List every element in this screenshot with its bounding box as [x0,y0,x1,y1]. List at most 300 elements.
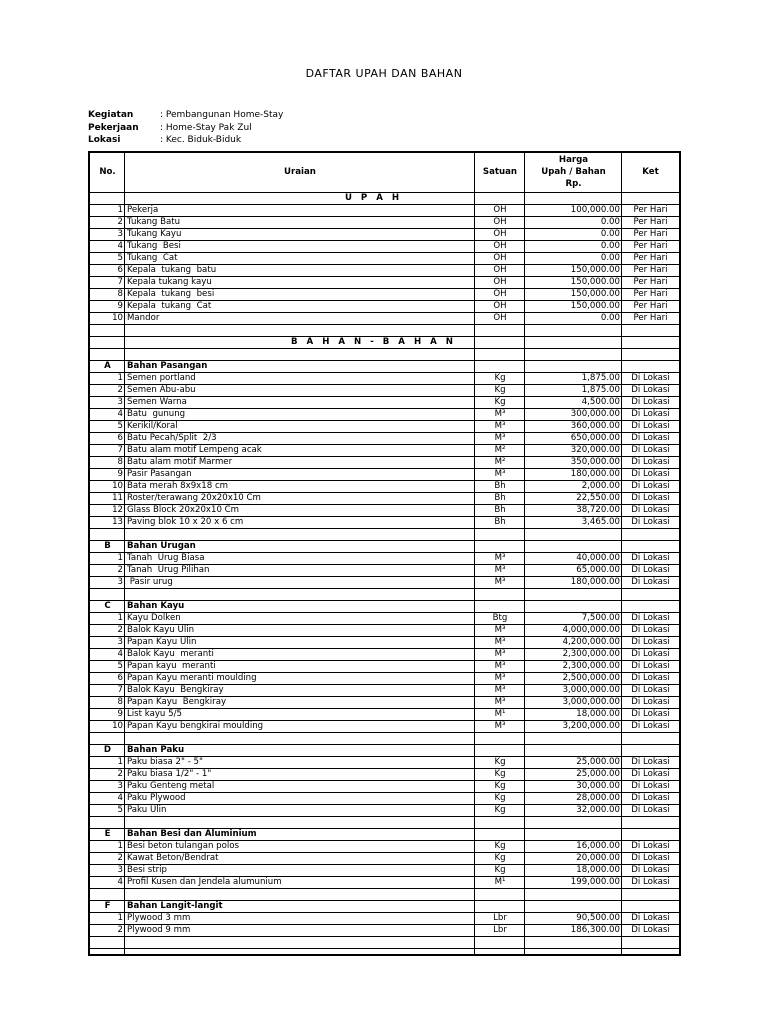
upah-section-row [90,192,679,204]
item-satuan: OH [475,252,525,264]
table-row [90,624,679,636]
item-harga: 2,500,000.00 [525,672,622,684]
empty-cell [475,324,525,336]
item-ket: Di Lokasi [622,396,679,408]
item-harga: 186,300.00 [525,924,622,936]
item-no: 8 [90,696,125,708]
item-satuan: M³ [475,684,525,696]
item-satuan: Kg [475,372,525,384]
empty-cell [525,888,622,900]
item-harga: 0.00 [525,312,622,324]
table-row [90,276,679,288]
item-harga: 350,000.00 [525,456,622,468]
group-label: Bahan Pasangan [125,360,475,372]
blank-row [90,588,679,600]
header-satuan: Satuan [475,153,525,192]
item-no: 9 [90,468,125,480]
item-no: 1 [90,552,125,564]
meta-value: : Home-Stay Pak Zul [160,122,252,133]
item-ket: Di Lokasi [622,456,679,468]
item-no: 2 [90,624,125,636]
item-harga: 150,000.00 [525,264,622,276]
item-harga: 3,000,000.00 [525,684,622,696]
item-no: 13 [90,516,125,528]
item-no: 4 [90,876,125,888]
table-row [90,264,679,276]
empty-cell [475,528,525,540]
item-ket: Per Hari [622,312,679,324]
item-ket: Di Lokasi [622,660,679,672]
empty-cell [90,732,125,744]
group-label: Bahan Langit-langit [125,900,475,912]
item-satuan: Lbr [475,924,525,936]
item-satuan: Kg [475,804,525,816]
item-satuan: M³ [475,660,525,672]
item-satuan: OH [475,276,525,288]
table-row [90,636,679,648]
item-uraian: Plywood 3 mm [125,912,475,924]
table-row [90,780,679,792]
section-title: U P A H [125,192,622,204]
item-uraian: Tanah Urug Biasa [125,552,475,564]
empty-cell [125,588,475,600]
empty-cell [622,324,679,336]
section-title: B A H A N - B A H A N [125,336,622,348]
empty-cell [525,936,622,948]
empty-cell [525,324,622,336]
empty-cell [622,936,679,948]
table-row [90,864,679,876]
blank-row [90,324,679,336]
item-harga: 4,200,000.00 [525,636,622,648]
header-uraian: Uraian [125,153,475,192]
group-label: Bahan Paku [125,744,475,756]
item-ket: Di Lokasi [622,864,679,876]
empty-cell [525,540,622,552]
empty-cell [475,888,525,900]
item-satuan: OH [475,312,525,324]
item-harga: 360,000.00 [525,420,622,432]
item-harga: 199,000.00 [525,876,622,888]
item-satuan: OH [475,240,525,252]
item-harga: 90,500.00 [525,912,622,924]
item-ket: Di Lokasi [622,516,679,528]
item-ket: Di Lokasi [622,648,679,660]
item-ket: Di Lokasi [622,708,679,720]
item-uraian: Mandor [125,312,475,324]
blank-row [90,888,679,900]
group-header-row [90,744,679,756]
table-row [90,516,679,528]
item-satuan: M¹ [475,708,525,720]
item-no: 9 [90,300,125,312]
empty-cell [475,828,525,840]
empty-cell [90,324,125,336]
item-uraian: Paku biasa 2" - 5" [125,756,475,768]
table-row [90,372,679,384]
item-ket: Di Lokasi [622,852,679,864]
item-harga: 150,000.00 [525,288,622,300]
item-satuan: M³ [475,636,525,648]
item-uraian: List kayu 5/5 [125,708,475,720]
item-uraian: Pasir urug [125,576,475,588]
item-ket: Di Lokasi [622,636,679,648]
meta-value: : Pembangunan Home-Stay [160,110,284,120]
empty-cell [475,744,525,756]
empty-cell [622,360,679,372]
table-row [90,456,679,468]
item-satuan: M² [475,456,525,468]
item-satuan: Bh [475,504,525,516]
item-harga: 0.00 [525,216,622,228]
item-harga: 650,000.00 [525,432,622,444]
item-harga: 7,500.00 [525,612,622,624]
blank-row [90,528,679,540]
item-ket: Di Lokasi [622,468,679,480]
item-satuan: OH [475,288,525,300]
item-ket: Di Lokasi [622,564,679,576]
empty-cell [525,828,622,840]
item-harga: 38,720.00 [525,504,622,516]
item-no: 1 [90,912,125,924]
item-uraian: Tukang Besi [125,240,475,252]
header-harga-line3: Rp. [565,179,582,190]
empty-cell [622,192,679,204]
item-no: 2 [90,384,125,396]
item-harga: 0.00 [525,240,622,252]
item-satuan: M³ [475,696,525,708]
header-harga-line2: Upah / Bahan [541,167,606,178]
item-satuan: M² [475,444,525,456]
item-ket: Per Hari [622,228,679,240]
item-ket: Per Hari [622,240,679,252]
item-uraian: Pasir Pasangan [125,468,475,480]
item-ket: Di Lokasi [622,552,679,564]
item-uraian: Tukang Batu [125,216,475,228]
empty-cell [90,192,125,204]
meta-lokasi [88,134,283,147]
item-ket: Di Lokasi [622,624,679,636]
item-satuan: M³ [475,624,525,636]
empty-cell [525,600,622,612]
item-uraian: Besi beton tulangan polos [125,840,475,852]
empty-cell [125,324,475,336]
item-no: 7 [90,276,125,288]
item-no: 4 [90,240,125,252]
table-row [90,504,679,516]
item-uraian: Kepala tukang Cat [125,300,475,312]
item-satuan: M³ [475,648,525,660]
item-satuan: M³ [475,552,525,564]
empty-cell [525,900,622,912]
table-row [90,708,679,720]
table-row [90,432,679,444]
group-header-row [90,360,679,372]
item-uraian: Batu alam motif Marmer [125,456,475,468]
item-no: 3 [90,780,125,792]
item-uraian: Kepala tukang batu [125,264,475,276]
item-ket: Di Lokasi [622,696,679,708]
item-no: 3 [90,636,125,648]
empty-cell [622,888,679,900]
table-row [90,612,679,624]
item-harga: 0.00 [525,252,622,264]
item-satuan: Btg [475,612,525,624]
item-harga: 30,000.00 [525,780,622,792]
item-uraian: Plywood 9 mm [125,924,475,936]
item-no: 1 [90,612,125,624]
item-uraian: Kawat Beton/Bendrat [125,852,475,864]
item-ket: Per Hari [622,204,679,216]
item-uraian: Batu Pecah/Split 2/3 [125,432,475,444]
group-letter: F [90,900,125,912]
item-harga: 3,000,000.00 [525,696,622,708]
item-satuan: M³ [475,576,525,588]
item-no: 2 [90,924,125,936]
item-uraian: Profil Kusen dan Jendela alumunium [125,876,475,888]
empty-cell [525,816,622,828]
item-ket: Di Lokasi [622,684,679,696]
table-row [90,552,679,564]
item-ket: Di Lokasi [622,840,679,852]
group-letter: E [90,828,125,840]
item-no: 12 [90,504,125,516]
item-uraian: Balok Kayu Bengkiray [125,684,475,696]
empty-cell [125,888,475,900]
empty-cell [525,732,622,744]
item-harga: 25,000.00 [525,756,622,768]
item-ket: Di Lokasi [622,924,679,936]
group-header-row [90,600,679,612]
header-no: No. [90,153,125,192]
item-uraian: Papan Kayu bengkirai moulding [125,720,475,732]
item-satuan: M³ [475,672,525,684]
group-letter: C [90,600,125,612]
empty-cell [90,936,125,948]
item-no: 6 [90,672,125,684]
table-row [90,648,679,660]
item-harga: 2,300,000.00 [525,648,622,660]
blank-row [90,936,679,948]
empty-cell [475,540,525,552]
item-no: 8 [90,456,125,468]
price-table [90,153,679,949]
item-satuan: Kg [475,864,525,876]
project-info [88,109,283,147]
table-row [90,768,679,780]
table-row [90,684,679,696]
table-row [90,720,679,732]
item-uraian: Semen portland [125,372,475,384]
item-ket: Di Lokasi [622,768,679,780]
item-uraian: Semen Abu-abu [125,384,475,396]
table-row [90,480,679,492]
item-uraian: Kepala tukang besi [125,288,475,300]
item-uraian: Paving blok 10 x 20 x 6 cm [125,516,475,528]
item-uraian: Kayu Dolken [125,612,475,624]
item-uraian: Tukang Kayu [125,228,475,240]
item-harga: 28,000.00 [525,792,622,804]
table-row [90,804,679,816]
item-satuan: Kg [475,768,525,780]
item-harga: 25,000.00 [525,768,622,780]
empty-cell [90,348,125,360]
item-uraian: Paku biasa 1/2" - 1" [125,768,475,780]
item-ket: Di Lokasi [622,672,679,684]
empty-cell [125,816,475,828]
item-ket: Di Lokasi [622,576,679,588]
item-ket: Di Lokasi [622,432,679,444]
item-no: 3 [90,864,125,876]
item-satuan: M³ [475,420,525,432]
item-no: 11 [90,492,125,504]
item-no: 6 [90,264,125,276]
item-ket: Di Lokasi [622,792,679,804]
item-uraian: Balok Kayu meranti [125,648,475,660]
item-ket: Di Lokasi [622,480,679,492]
item-uraian: Papan kayu meranti [125,660,475,672]
item-ket: Di Lokasi [622,372,679,384]
empty-cell [622,336,679,348]
item-no: 2 [90,852,125,864]
group-header-row [90,900,679,912]
item-no: 4 [90,648,125,660]
table-row [90,396,679,408]
empty-cell [622,900,679,912]
item-harga: 16,000.00 [525,840,622,852]
table-row [90,852,679,864]
item-harga: 40,000.00 [525,552,622,564]
item-harga: 4,500.00 [525,396,622,408]
item-ket: Per Hari [622,252,679,264]
empty-cell [525,588,622,600]
item-harga: 1,875.00 [525,384,622,396]
item-uraian: Semen Warna [125,396,475,408]
item-uraian: Papan Kayu Bengkiray [125,696,475,708]
item-no: 10 [90,480,125,492]
item-ket: Di Lokasi [622,444,679,456]
item-satuan: Kg [475,840,525,852]
item-satuan: OH [475,300,525,312]
meta-key: Lokasi [88,135,121,145]
item-uraian: Batu alam motif Lempeng acak [125,444,475,456]
item-harga: 150,000.00 [525,276,622,288]
item-harga: 18,000.00 [525,708,622,720]
item-harga: 180,000.00 [525,468,622,480]
item-satuan: M³ [475,432,525,444]
item-uraian: Roster/terawang 20x20x10 Cm [125,492,475,504]
table-row [90,876,679,888]
table-row [90,468,679,480]
item-satuan: M³ [475,720,525,732]
item-no: 5 [90,660,125,672]
item-ket: Di Lokasi [622,420,679,432]
empty-cell [90,588,125,600]
empty-cell [125,936,475,948]
item-harga: 22,550.00 [525,492,622,504]
empty-cell [475,588,525,600]
item-uraian: Tukang Cat [125,252,475,264]
table-row [90,288,679,300]
group-letter: A [90,360,125,372]
item-no: 1 [90,372,125,384]
meta-pekerjaan [88,122,283,135]
empty-cell [475,936,525,948]
empty-cell [475,732,525,744]
item-uraian: Papan Kayu Ulin [125,636,475,648]
item-ket: Per Hari [622,276,679,288]
item-uraian: Glass Block 20x20x10 Cm [125,504,475,516]
meta-key: Pekerjaan [88,122,139,133]
item-ket: Di Lokasi [622,504,679,516]
item-no: 1 [90,204,125,216]
empty-cell [125,732,475,744]
header-harga [525,153,622,192]
empty-cell [525,348,622,360]
item-satuan: OH [475,264,525,276]
item-harga: 65,000.00 [525,564,622,576]
table-row [90,840,679,852]
item-no: 5 [90,804,125,816]
item-uraian: Bata merah 8x9x18 cm [125,480,475,492]
item-ket: Di Lokasi [622,408,679,420]
item-satuan: Bh [475,492,525,504]
group-label: Bahan Kayu [125,600,475,612]
table-row [90,216,679,228]
empty-cell [125,528,475,540]
item-no: 4 [90,408,125,420]
table-row [90,312,679,324]
item-no: 10 [90,720,125,732]
table-row [90,660,679,672]
item-harga: 18,000.00 [525,864,622,876]
item-satuan: Kg [475,852,525,864]
table-row [90,924,679,936]
item-harga: 2,300,000.00 [525,660,622,672]
item-harga: 0.00 [525,228,622,240]
table-row [90,420,679,432]
empty-cell [622,744,679,756]
item-uraian: Kepala tukang kayu [125,276,475,288]
empty-cell [622,600,679,612]
item-no: 7 [90,444,125,456]
item-harga: 180,000.00 [525,576,622,588]
empty-cell [475,816,525,828]
item-satuan: Bh [475,480,525,492]
item-ket: Per Hari [622,288,679,300]
item-ket: Per Hari [622,300,679,312]
item-satuan: Kg [475,396,525,408]
item-ket: Di Lokasi [622,876,679,888]
item-satuan: Kg [475,384,525,396]
item-no: 2 [90,216,125,228]
item-no: 1 [90,840,125,852]
empty-cell [622,348,679,360]
item-satuan: Lbr [475,912,525,924]
item-satuan: M¹ [475,876,525,888]
item-harga: 20,000.00 [525,852,622,864]
item-uraian: Balok Kayu Ulin [125,624,475,636]
table-row [90,228,679,240]
meta-value: : Kec. Biduk-Biduk [160,135,242,145]
item-uraian: Papan Kayu meranti moulding [125,672,475,684]
bahan-section-row [90,336,679,348]
table-row [90,672,679,684]
item-ket: Di Lokasi [622,612,679,624]
empty-cell [475,600,525,612]
empty-cell [622,732,679,744]
item-no: 2 [90,768,125,780]
